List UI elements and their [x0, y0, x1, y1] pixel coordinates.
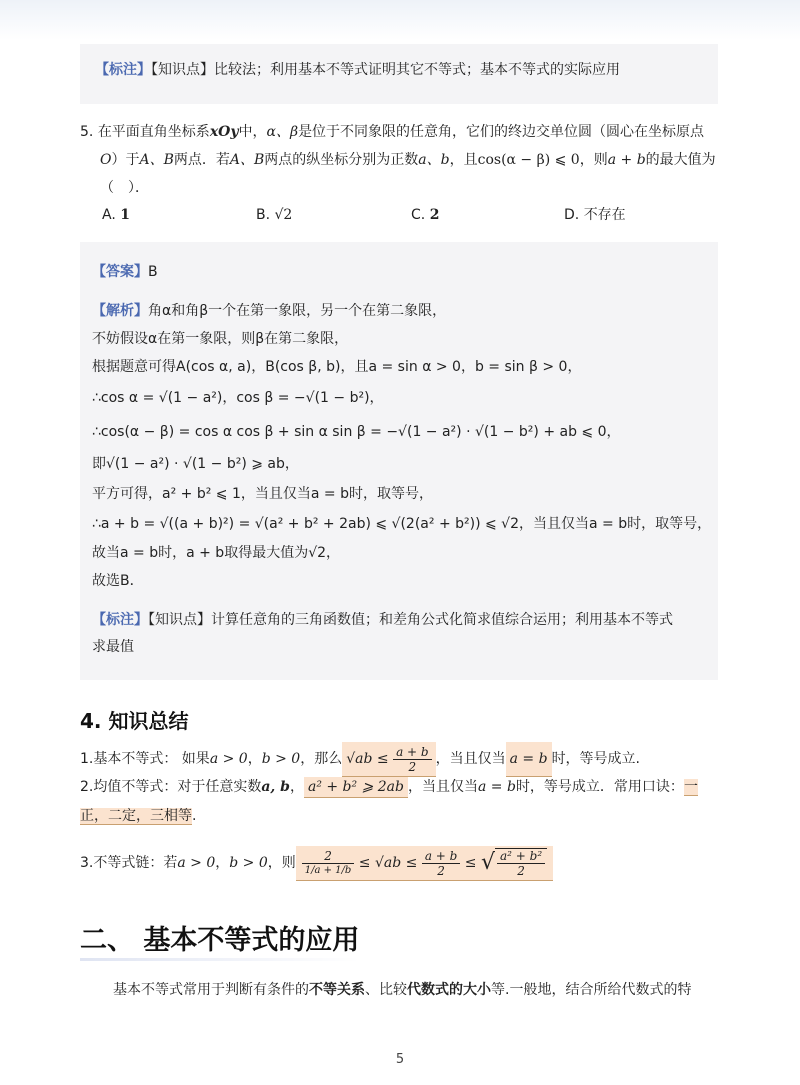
summary-item-2-cont	[80, 806, 196, 826]
analysis-text: ∴cos α = √(1 − a²)，cos β = −√(1 − b²)，	[92, 390, 384, 406]
fraction-denominator: 1/a + 1/b	[304, 864, 352, 876]
note-tag: 【标注】	[95, 62, 151, 78]
question-5-line-1	[80, 122, 704, 142]
q5-text: ，且	[449, 152, 478, 168]
analysis-text: 故当a = b时，a + b取得最大值为√2，	[92, 545, 341, 561]
option-label: C.	[411, 207, 426, 223]
option-label: D.	[564, 207, 580, 223]
option-value: 不存在	[583, 207, 626, 223]
fraction-numerator: a² + b²	[497, 849, 545, 864]
summary-math: a, b	[261, 779, 290, 795]
summary-text: 2.均值不等式：对于任意实数	[80, 779, 262, 795]
summary-text: ，那么	[300, 751, 343, 767]
summary-math: b > 0	[261, 751, 301, 767]
analysis-text: 角α和角β一个在第一象限，另一个在第二象限，	[148, 303, 447, 319]
question-5-line-3	[100, 178, 149, 198]
option-value: 1	[120, 207, 130, 223]
answer-note-text: 【知识点】计算任意角的三角函数值；和差角公式化简求值综合运用；利用基本不等式	[148, 612, 673, 628]
summary-math: a > 0	[209, 751, 248, 767]
summary-text: ，	[289, 779, 304, 795]
option-b	[256, 205, 292, 225]
option-label: A.	[102, 207, 116, 223]
analysis-text: ∴cos(α − β) = cos α cos β + sin α sin β = −√(1 − a²) · √(1 − b²) + ab ⩽ 0，	[92, 424, 621, 440]
question-5-line-2	[100, 150, 716, 170]
analysis-line-4	[92, 388, 384, 408]
sqrt-sign: √	[480, 850, 496, 875]
fraction-denominator: 2	[437, 863, 445, 878]
analysis-line-2	[92, 329, 348, 349]
q5-math: cos(α − β) ⩽ 0	[477, 152, 580, 168]
summary-text: ，	[215, 855, 230, 871]
section-heading: 二、 基本不等式的应用	[80, 925, 360, 956]
q5-text: 两点．若	[173, 152, 230, 168]
fraction	[393, 745, 432, 774]
q5-text: 两点的纵坐标分别为正数	[264, 152, 419, 168]
summary-math: ≤ √ab ≤	[358, 855, 418, 871]
analysis-text: 故选B．	[92, 573, 144, 589]
q5-math: A、B	[229, 152, 265, 168]
fraction-numerator: a + b	[393, 745, 432, 760]
analysis-line-10	[92, 571, 144, 591]
analysis-text: ∴a + b = √((a + b)²) = √(a² + b² + 2ab) ⩽ √(2(a² + b²)) ⩽ √2，当且仅当a = b时，取等号，	[92, 516, 712, 532]
q5-math: α、β	[266, 124, 299, 140]
fraction	[302, 849, 355, 878]
analysis-tag: 【解析】	[92, 303, 148, 319]
analysis-text: 根据题意可得A(cos α, a)，B(cos β, b)，且a = sin α > 0，b = sin β > 0，	[92, 359, 582, 375]
q5-text: 中，	[238, 124, 267, 140]
summary-text: ，当且仅当	[435, 751, 506, 767]
section-paragraph	[113, 980, 691, 1000]
summary-text: 3.不等式链：若	[80, 855, 178, 871]
sqrt-body	[495, 848, 547, 878]
summary-text: .	[192, 808, 197, 824]
highlight-mean-inequality: a² + b² ⩾ 2ab	[304, 777, 408, 798]
summary-item-3	[80, 846, 553, 881]
option-a	[102, 205, 130, 225]
page-top-band	[0, 0, 800, 40]
fraction	[497, 849, 545, 878]
analysis-line-5	[92, 422, 621, 442]
option-value: √2	[274, 207, 293, 223]
q5-text: 在平面直角坐标系	[97, 124, 210, 140]
summary-heading: 4. 知识总结	[80, 709, 189, 733]
q5-math: A、B	[139, 152, 174, 168]
summary-math: a > 0	[177, 855, 216, 871]
answer-value: B	[148, 264, 158, 280]
analysis-line-9	[92, 543, 340, 563]
answer-note-tag: 【标注】	[92, 612, 148, 628]
fraction-numerator: 2	[302, 849, 355, 864]
analysis-line-6	[92, 454, 299, 474]
paragraph-bold: 代数式的大小	[407, 982, 491, 998]
fraction-numerator: a + b	[422, 849, 461, 864]
summary-item-2	[80, 777, 698, 798]
analysis-text: 即√(1 − a²) · √(1 − b²) ⩾ ab，	[92, 456, 299, 472]
q5-math: a + b	[607, 152, 646, 168]
highlight-inequality-chain	[296, 846, 553, 881]
q5-text: 是位于不同象限的任意角，它们的终边交单位圆（圆心在坐标原点	[298, 124, 705, 140]
summary-text: 时，等号成立.	[551, 751, 641, 767]
option-c	[411, 205, 439, 225]
answer-note-line-1	[92, 610, 673, 630]
analysis-line-1	[92, 301, 446, 321]
summary-math: a = b	[477, 779, 516, 795]
paragraph-bold: 不等关系	[309, 982, 365, 998]
q5-math: O	[100, 152, 112, 168]
q5-text: ，则	[579, 152, 608, 168]
summary-math: ≤	[464, 855, 477, 871]
analysis-line-3	[92, 357, 581, 377]
highlight-mnemonic: 正，二定，三相等	[80, 808, 192, 824]
option-label: B.	[256, 207, 271, 223]
answer-line	[92, 262, 158, 282]
highlight-basic-inequality	[342, 742, 435, 777]
summary-math: b > 0	[229, 855, 268, 871]
summary-text: 1.基本不等式： 如果	[80, 751, 210, 767]
q5-text: ）于	[111, 152, 140, 168]
q5-math: a、b	[418, 152, 450, 168]
summary-text: ，则	[267, 855, 296, 871]
question-number: 5.	[80, 124, 94, 140]
q5-math: xOy	[209, 124, 239, 140]
section-heading-underline	[80, 958, 360, 961]
summary-text: 时，等号成立．常用口诀：	[515, 779, 684, 795]
analysis-line-7	[92, 484, 433, 504]
analysis-text: 不妨假设α在第一象限，则β在第二象限，	[92, 331, 349, 347]
answer-note-text: 求最值	[92, 639, 134, 655]
analysis-text: 平方可得，a² + b² ⩽ 1，当且仅当a = b时，取等号，	[92, 486, 433, 502]
note-line	[95, 60, 620, 80]
fraction-denominator: 2	[517, 864, 525, 878]
analysis-line-8	[92, 514, 711, 534]
summary-item-1	[80, 742, 640, 777]
q5-text: 的最大值为	[645, 152, 716, 168]
answer-note-line-2	[92, 637, 134, 657]
page-number: 5	[395, 1052, 405, 1067]
paragraph-text: 等.一般地，结合所给代数式的特	[491, 982, 692, 998]
summary-math: √ab ≤	[346, 751, 389, 767]
fraction-denominator: 2	[408, 759, 417, 774]
highlight-mnemonic: 一	[683, 779, 698, 795]
option-d	[564, 205, 626, 225]
summary-text: ，	[247, 751, 262, 767]
fraction	[422, 849, 461, 878]
q5-text: （ ）．	[100, 180, 149, 196]
summary-text: ，当且仅当	[407, 779, 478, 795]
highlight-equality: a = b	[506, 742, 552, 777]
paragraph-text: 、比较	[365, 982, 407, 998]
option-value: 2	[429, 207, 440, 223]
answer-tag: 【答案】	[92, 264, 148, 280]
paragraph-text: 基本不等式常用于判断有条件的	[113, 982, 309, 998]
note-text: 【知识点】比较法；利用基本不等式证明其它不等式；基本不等式的实际应用	[151, 62, 620, 78]
